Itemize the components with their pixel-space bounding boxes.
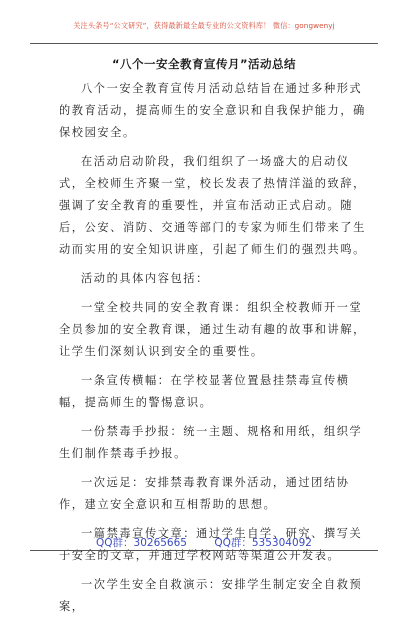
header-divider (30, 43, 378, 44)
footer-qq-group-2: QQ群：535304092 (214, 537, 312, 549)
page-header-note: 关注头条号“公文研究”，获得最新最全最专业的公文资料库！ 微信：gongwenyj (73, 21, 335, 30)
page-footer (30, 535, 378, 550)
footer-divider (30, 550, 378, 551)
paragraph: 一份禁毒手抄报：统一主题、规格和用纸，组织学生们制作禁毒手抄报。 (59, 425, 363, 460)
paragraph: 一堂全校共同的安全教育课：组织全校教师开一堂全员参加的安全教育课，通过生动有趣的故事和讲解，让学生们深刻认识到安全的重要性。 (59, 301, 366, 358)
paragraph: 一次远足：安排禁毒教育课外活动，通过团结协作，建立安全意识和互相帮助的思想。 (59, 476, 350, 511)
paragraph: 活动的具体内容包括： (81, 272, 209, 285)
document-title: “八个一安全教育宣传月”活动总结 (111, 57, 297, 71)
paragraph: 一篇禁毒宣传文章：通过学生自学、研究、撰写关于安全的文章，并通过学校网站等渠道公开发表。 (59, 527, 363, 562)
paragraph: 八个一安全教育宣传月活动总结旨在通过多种形式的教育活动，提高师生的安全意识和自我保护能力，确保校园安全。 (59, 82, 366, 139)
paragraph: 在活动启动阶段，我们组织了一场盛大的启动仪式，全校师生齐聚一堂，校长发表了热情洋溢的致辞，强调了安全教育的重要性，并宣布活动正式启动。随后，公安、消防、交通等部门的专家为师生们带来了生动而实用的安全知识讲座，引起了师生们的强烈共鸣。 (59, 155, 366, 256)
paragraph: 一次学生安全自救演示：安排学生制定安全自救预案， (59, 578, 363, 613)
footer-qq-group-1: QQ群：30265665 (96, 537, 187, 549)
paragraph: 一条宣传横幅：在学校显著位置悬挂禁毒宣传横幅，提高师生的警惕意识。 (59, 374, 350, 409)
